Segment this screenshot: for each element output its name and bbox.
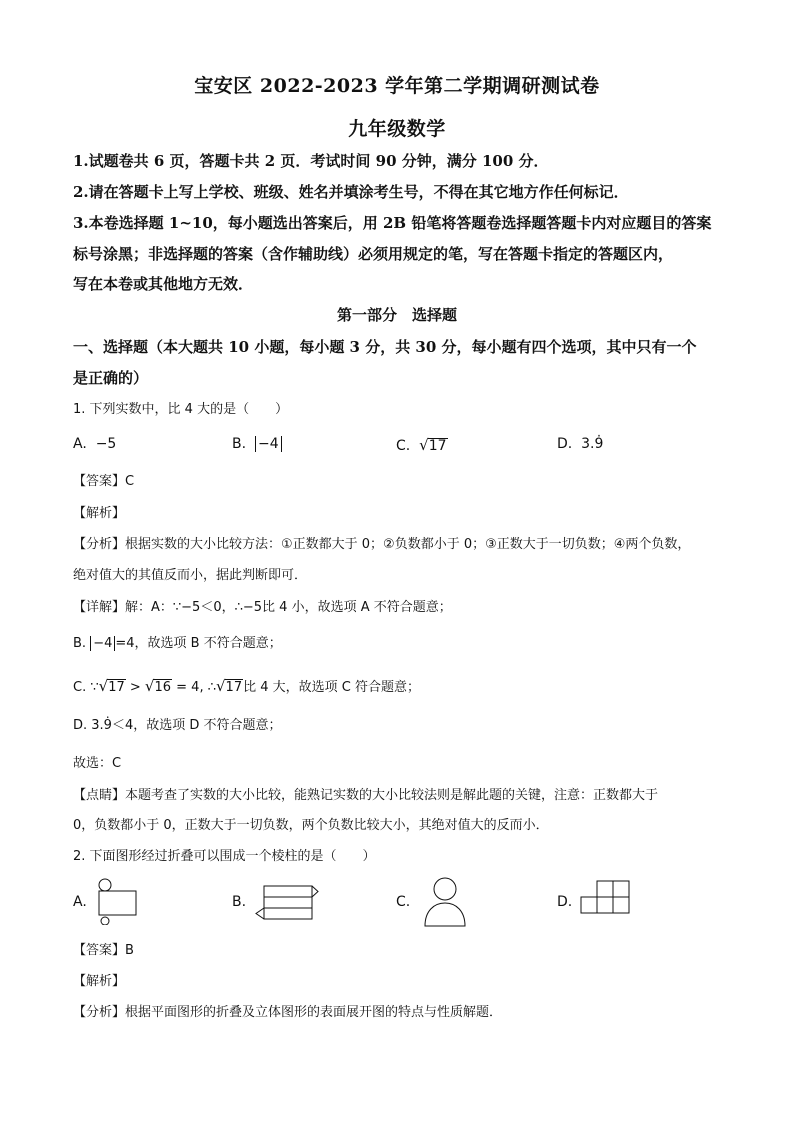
q2-stem: 2. 下面图形经过折叠可以围成一个棱柱的是（ ） <box>73 849 376 864</box>
head-circle-icon <box>434 878 456 900</box>
q1-option-c-label: C. <box>396 438 411 454</box>
q2-figure-c <box>420 876 470 928</box>
q1-option-b <box>232 436 282 452</box>
q2-fenxi: 【分析】根据平面图形的折叠及立体图形的表面展开图的特点与性质解题． <box>73 1005 503 1020</box>
radical-icon: √ <box>215 677 226 695</box>
triangle-left-icon <box>256 908 264 919</box>
q1-conclusion: 故选：C <box>73 756 122 771</box>
exam-subtitle: 九年级数学 <box>348 118 446 140</box>
q2-option-d-label: D. <box>557 894 573 910</box>
q1-detail-c-gt: > <box>125 680 145 695</box>
instruction-3: 3.本卷选择题 1~10，每小题选出答案后，用 2B 铅笔将答题卷选择题答题卡内对应题目的答案 <box>73 214 712 232</box>
q2-figure-b <box>252 884 320 922</box>
circle-bottom-icon <box>101 917 109 925</box>
body-arc-icon <box>425 903 465 926</box>
q1-option-b-value: −4 <box>255 436 282 452</box>
section-heading-cont: 是正确的） <box>73 369 149 387</box>
q1-dianjing-2: 0，负数都小于 0，正数大于一切负数，两个负数比较大小，其绝对值大的反而小． <box>73 818 549 833</box>
q1-detail-c-root1: 17 <box>108 680 125 695</box>
radical-icon: √ <box>144 677 155 695</box>
instruction-2: 2.请在答题卡上写上学校、班级、姓名并填涂考生号，不得在其它地方作任何标记． <box>73 183 629 201</box>
q1-option-d-value: 3.9̇ <box>581 436 604 452</box>
q2-option-b-label: B. <box>232 894 247 910</box>
circle-top-icon <box>99 879 111 891</box>
q1-detail-b-prefix: B. <box>73 636 87 651</box>
q1-option-c <box>396 436 448 454</box>
prism-net-rect <box>264 886 312 919</box>
exam-title: 宝安区 2022-2023 学年第二学期调研测试卷 <box>194 75 600 97</box>
q1-option-a-label: A. <box>73 436 87 452</box>
q1-detail-c <box>73 676 734 698</box>
q1-detail-b-abs: −4 <box>90 636 115 651</box>
q2-figure-d <box>580 880 632 914</box>
q1-detail-b <box>73 634 734 654</box>
q1-fenxi-1: 【分析】根据实数的大小比较方法：①正数都大于 0；②负数都小于 0；③正数大于一切负数；④两个负数， <box>73 537 691 552</box>
q1-detail-c-eq: = 4, ∴ <box>172 680 216 695</box>
q2-option-c-label: C. <box>396 894 411 910</box>
q1-detail-c-root3: 17 <box>225 680 243 695</box>
radical-icon: √ <box>419 436 429 454</box>
q1-detail-d: D. 3.9̇＜4，故选项 D 不符合题意； <box>73 718 282 733</box>
q1-analysis-label: 【解析】 <box>73 506 126 521</box>
q1-detail-c-root2: 16 <box>154 680 172 695</box>
q1-detail-c-suffix: 比 4 大，故选项 C 符合题意； <box>243 680 420 695</box>
q1-dianjing-1: 【点睛】本题考查了实数的大小比较，能熟记实数的大小比较法则是解此题的关键，注意：正数都大于 <box>73 788 659 803</box>
q1-option-d-label: D. <box>557 436 573 452</box>
q1-detail-a: 【详解】解：A：∵−5＜0，∴−5比 4 小，故选项 A 不符合题意； <box>73 600 452 615</box>
q1-answer: 【答案】C <box>73 474 135 489</box>
q1-detail-b-suffix: =4，故选项 B 不符合题意； <box>115 636 282 651</box>
q1-option-d <box>557 436 603 452</box>
q1-detail-c-prefix: C. ∵ <box>73 680 99 695</box>
instruction-1: 1.试题卷共 6 页，答题卡共 2 页．考试时间 90 分钟，满分 100 分． <box>73 152 549 170</box>
instruction-3-end: 写在本卷或其他地方无效． <box>73 275 254 293</box>
q1-fenxi-2: 绝对值大的其值反而小，据此判断即可． <box>73 568 308 583</box>
q1-option-c-value: 17 <box>428 438 447 454</box>
q2-analysis-label: 【解析】 <box>73 974 126 989</box>
triangle-right-icon <box>312 886 318 897</box>
q1-option-a-value: −5 <box>95 436 117 452</box>
q2-option-a-label: A. <box>73 894 87 910</box>
q1-option-b-label: B. <box>232 436 247 452</box>
q1-option-a <box>73 436 116 452</box>
part-heading: 第一部分 选择题 <box>336 306 457 324</box>
q2-answer: 【答案】B <box>73 943 134 958</box>
q1-stem: 1. 下列实数中，比 4 大的是（ ） <box>73 402 289 417</box>
rectangle-icon <box>99 891 136 915</box>
q2-figure-a <box>92 877 140 925</box>
instruction-3-cont: 标号涂黑；非选择题的答案（含作辅助线）必须用规定的笔，写在答题卡指定的答题区内， <box>73 245 674 263</box>
radical-icon: √ <box>98 677 109 695</box>
section-heading: 一、选择题（本大题共 10 小题，每小题 3 分，共 30 分，每小题有四个选项，其中只有一个 <box>73 338 697 356</box>
